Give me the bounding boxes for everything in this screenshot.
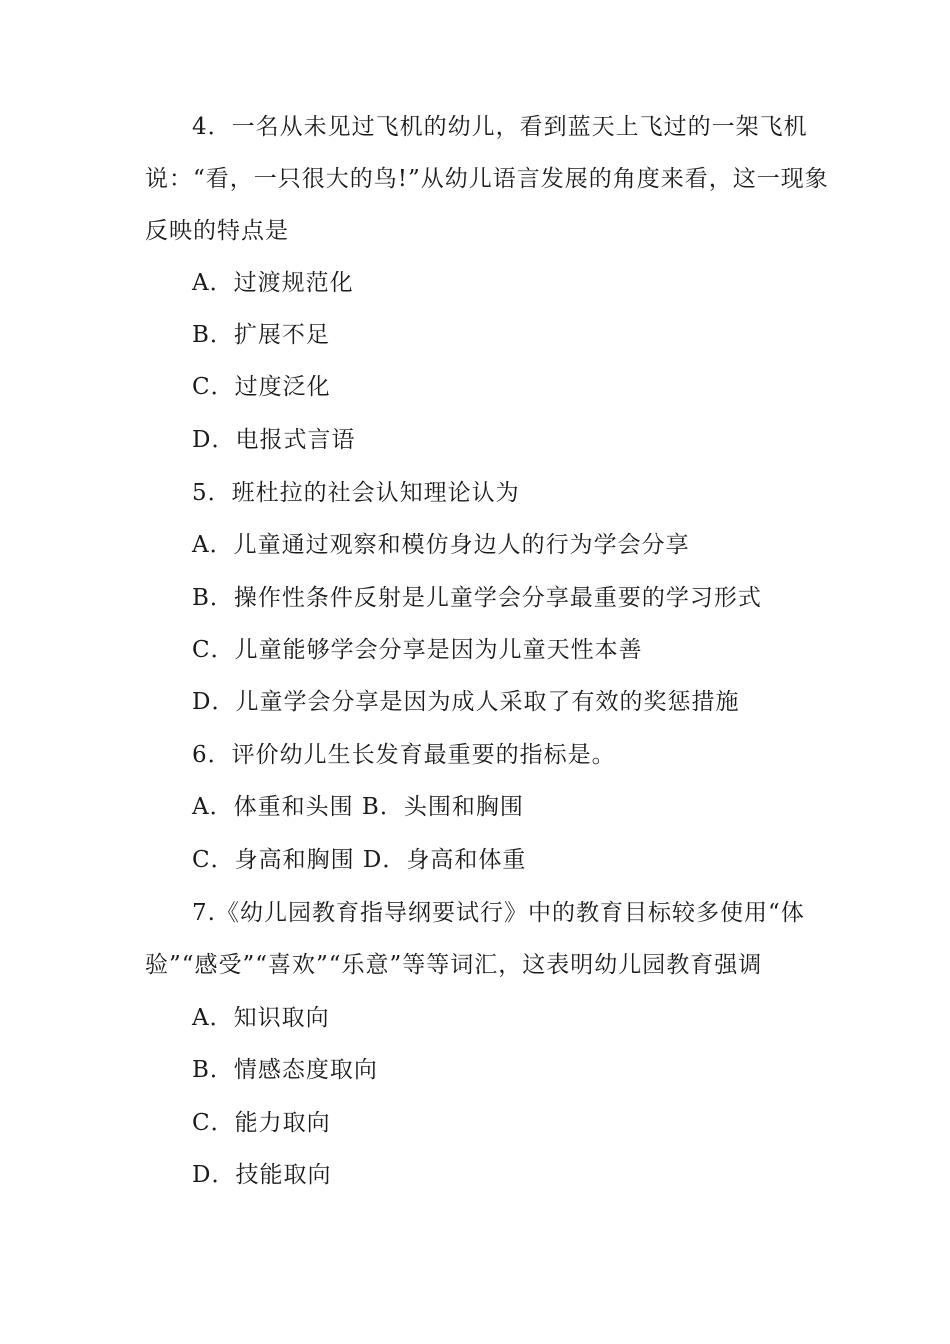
question-4-option-c: C．过度泛化: [192, 374, 331, 400]
question-6-line-1: 6．评价幼儿生长发育最重要的指标是。: [192, 742, 616, 768]
question-4-option-b: B．扩展不足: [192, 322, 330, 348]
question-4-line-2: 说：“看，一只很大的鸟!”从幼儿语言发展的角度来看，这一现象: [145, 166, 829, 192]
question-7-line-1: 7.《幼儿园教育指导纲要试行》中的教育目标较多使用“体: [192, 900, 805, 926]
question-5-line-1: 5．班杜拉的社会认知理论认为: [192, 480, 520, 506]
question-4-line-1: 4．一名从未见过飞机的幼儿，看到蓝天上飞过的一架飞机: [192, 114, 808, 140]
question-5-option-c: C．儿童能够学会分享是因为儿童天性本善: [192, 637, 643, 663]
question-6-options-ab: A．体重和头围 B．头围和胸围: [192, 794, 524, 820]
question-4-option-a: A．过渡规范化: [192, 270, 354, 296]
question-5-option-b: B．操作性条件反射是儿童学会分享最重要的学习形式: [192, 585, 762, 611]
question-7-line-2: 验”“感受”“喜欢”“乐意”等等词汇，这表明幼儿园教育强调: [145, 952, 763, 978]
question-4-line-3: 反映的特点是: [145, 218, 289, 244]
question-5-option-d: D．儿童学会分享是因为成人采取了有效的奖惩措施: [192, 689, 740, 715]
question-4-option-d: D．电报式言语: [192, 427, 356, 453]
question-7-option-a: A．知识取向: [192, 1005, 330, 1031]
question-7-option-c: C．能力取向: [192, 1110, 331, 1136]
question-7-option-b: B．情感态度取向: [192, 1057, 378, 1083]
question-7-option-d: D．技能取向: [192, 1162, 332, 1188]
question-6-options-cd: C．身高和胸围 D．身高和体重: [192, 847, 527, 873]
question-5-option-a: A．儿童通过观察和模仿身边人的行为学会分享: [192, 532, 690, 558]
